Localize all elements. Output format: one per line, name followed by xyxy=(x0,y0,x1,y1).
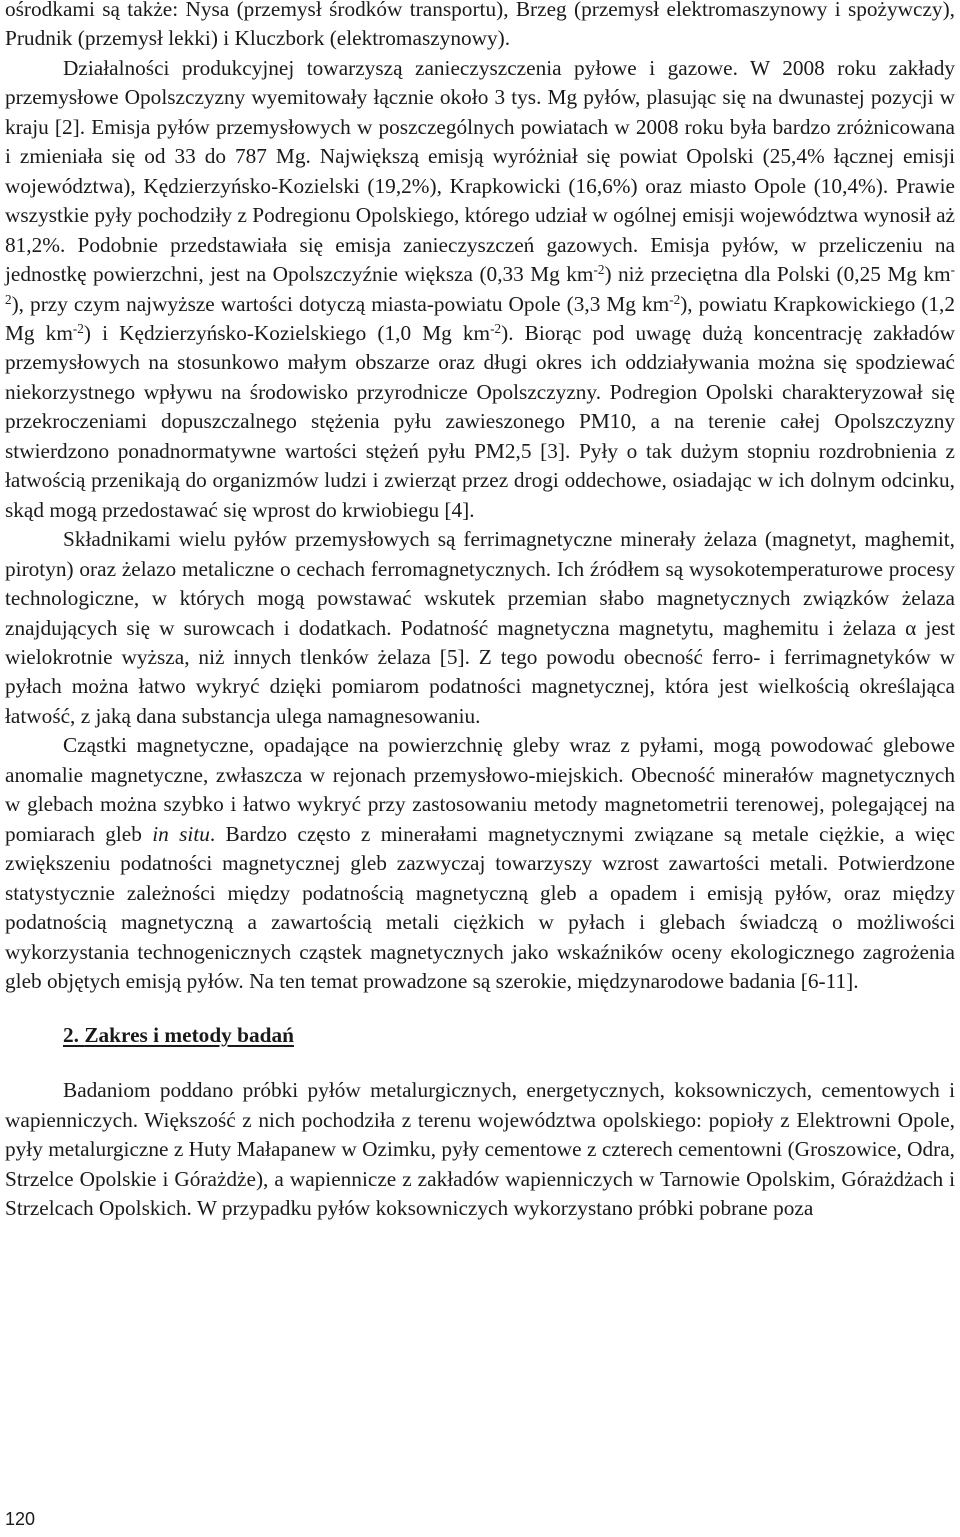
section-number: 2. xyxy=(63,1023,79,1048)
superscript: -2 xyxy=(669,291,681,307)
superscript: -2 xyxy=(5,261,955,307)
paragraph-magnetic-minerals: Składnikami wielu pyłów przemysłowych są ferrimagnetyczne minerały żelaza (magnetyt, maghemit, pirotyn) oraz żelazo metaliczne o cechach ferromagnetycznych. Ich źródłem są wysokotemperaturowe procesy technologiczne, w których mogą powstawać wskutek przemian słabo magnetycznych związków żelaza znajdujących się w surowcach i dodatkach. Podatność magnetyczna magnetytu, maghemitu i żelaza α jest wielokrotnie wyższa, niż innych tlenków żelaza [5]. Z tego powodu obecność ferro- i ferrimagnetyków w pyłach można łatwo wykryć dzięki pomiarom podatności magnetycznej, która jest wielkością określająca łatwość, z jaką dana substancja ulega namagnesowaniu. xyxy=(5,527,955,728)
paragraph-text: ), powiatu Krapkowickiego (1,2 Mg km xyxy=(5,291,955,345)
page-number: 120 xyxy=(5,1509,36,1529)
paragraph-text: Cząstki magnetyczne, opadające na powierzchnię gleby wraz z pyłami, mogą powodować glebowe anomalie magnetyczne, zwłaszcza w rejonach przemysłowo-miejskich. Obecność minerałów magnetycznych w glebach można szybko i łatwo wykryć przy zastosowaniu metody magnetometrii terenowej, polegającej na pomiarach gleb xyxy=(5,733,955,846)
section-heading xyxy=(5,1021,955,1050)
superscript: -2 xyxy=(593,261,605,277)
paragraph-text: ośrodkami są także: Nysa (przemysł środków transportu), Brzeg (przemysł elektromaszynowy i spożywczy), Prudnik (przemysł lekki) i Kluczbork (elektromaszynowy). xyxy=(5,0,955,51)
paragraph-text: ). Biorąc pod uwagę dużą koncentrację zakładów przemysłowych na stosunkowo małym obszarze oraz długi okres ich oddziaływania można się spodziewać niekorzystnego wpływu na środowisko przyrodnicze Opolszczyzny. Podregion Opolski charakteryzował się przekroczeniami dopuszczalnego stężenia pyłu zawieszonego PM10, a na terenie całej Opolszczyzny stwierdzono ponadnormatywne wartości stężeń pyłu PM2,5 [3]. Pyły o tak dużym stopniu rozdrobnienia z łatwością przenikają do organizmów ludzi i zwierząt przez drogi oddechowe, osiadając w ich dolnym odcinku, skąd mogą przedostawać się wprost do krwiobiegu [4]. xyxy=(5,320,955,522)
paragraph-text: ) niż przeciętna dla Polski (0,25 Mg km xyxy=(604,262,951,287)
section-title: Zakres i metody badań xyxy=(84,1023,294,1048)
superscript: -2 xyxy=(490,320,502,336)
paragraph-text: Działalności produkcyjnej towarzyszą zanieczyszczenia pyłowe i gazowe. W 2008 roku zakłady przemysłowe Opolszczyzny wyemitowały łącznie około 3 tys. Mg pyłów, plasując się na dwunastej pozycji w kraju [2]. Emisja pyłów przemysłowych w poszczególnych powiatach w 2008 roku była bardzo zróżnicowana i zmieniała się od 33 do 787 Mg. Największą emisją wyróżniał się powiat Opolski (25,4% łącznej emisji województwa), Kędzierzyńsko-Kozielski (19,2%), Krapkowicki (16,6%) oraz miasto Opole (10,4%). Prawie wszystkie pyły pochodziły z Podregionu Opolskiego, którego udział w ogólnej emisji województwa wynosił aż 81,2%. Podobnie przedstawiała się emisja zanieczyszczeń gazowych. Emisja pyłów, w przeliczeniu na jednostkę powierzchni, jest na Opolszczyźnie większa (0,33 Mg km xyxy=(5,55,955,287)
paragraph-methods: Badaniom poddano próbki pyłów metalurgicznych, energetycznych, koksowniczych, cementowych i wapienniczych. Większość z nich pochodziła z terenu województwa opolskiego: popioły z Elektrowni Opole, pyły metalurgiczne z Huty Małapanew w Ozimku, pyły cementowe z czterech cementowni (Groszowice, Odra, Strzelce Opolskie i Górażdże), a wapiennicze z zakładów wapienniczych w Tarnowie Opolskim, Górażdżach i Strzelcach Opolskich. W przypadku pyłów koksowniczych wykorzystano próbki pobrane poza xyxy=(5,1078,955,1221)
section-heading-text xyxy=(63,1023,294,1047)
document-page xyxy=(5,0,955,1224)
italic-term: in situ xyxy=(152,821,210,846)
paragraph-text: ) i Kędzierzyńsko-Kozielskiego (1,0 Mg km xyxy=(83,320,491,345)
paragraph-intro-continued xyxy=(5,0,955,525)
paragraph-text: . Bardzo często z minerałami magnetycznymi związane są metale ciężkie, a więc zwiększeniu podatności magnetycznej gleb zazwyczaj towarzyszy wzrost zawartości metali. Potwierdzone statystycznie zależności między podatnością magnetyczną gleb a opadem i emisją pyłów, oraz między podatnością magnetyczną a zawartością metali ciężkich w pyłach i glebach świadczą o możliwości wykorzystania technogenicznych cząstek magnetycznych jako wskaźników oceny ekologicznego zagrożenia gleb objętych emisją pyłów. Na ten temat prowadzone są szerokie, międzynarodowe badania [6-11]. xyxy=(5,821,955,993)
paragraph-magnetic-particles xyxy=(5,731,955,996)
superscript: -2 xyxy=(72,320,84,336)
paragraph-text: ), przy czym najwyższe wartości dotyczą miasta-powiatu Opole (3,3 Mg km xyxy=(11,291,670,316)
